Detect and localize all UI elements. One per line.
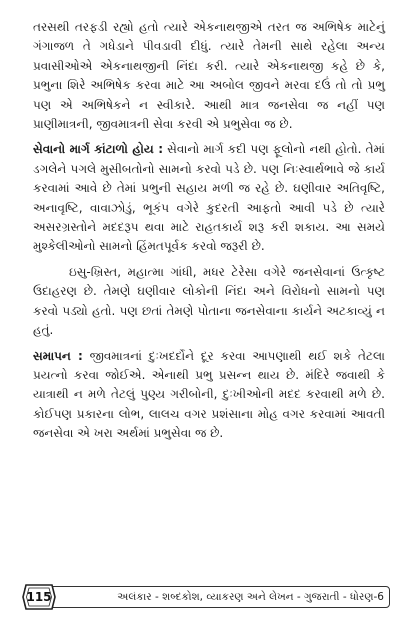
paragraph-text: તરસથી તરફડી રહ્યો હતો ત્યારે એકનાથજીએ તરત જ અભિષેક માટેનું ગંગાજળ તે ગધેડાને પીવડાવી દીધું. ત્યારે તેમની સાથે રહેલા અન્ય પ્રવાસીઓએ એકનાથજીની નિંદા કરી. ત્યારે એકનાથજી કહે છે કે, પ્રભુના શિરે અભિષેક કરવા માટે આ અબોલ જીવને મરવા દઉં તો તો પ્રભુ પણ એ અભિષેકને ન સ્વીકારે. આથી માત્ર જનસેવા જ નહીં પણ પ્રાણીમાત્રની, જીવમાત્રની સેવા કરવી એ પ્રભુસેવા જ છે. [33, 20, 385, 132]
paragraph-text: સેવાનો માર્ગ કદી પણ ફૂલોનો નથી હોતો. તેમાં ડગલેને પગલે મુસીબતોનો સામનો કરવો પડે છે. પણ નિઃસ્વાર્થભાવે જે કાર્ય કરવામાં આવે છે તેમાં પ્રભુની સહાય મળી જ રહે છે. ઘણીવાર અતિવૃષ્ટિ, અનાવૃષ્ટિ, વાવાઝોડું, ભૂકંપ વગેરે કુદરતી આફતો આવી પડે છે ત્યારે અસરગ્રસ્તોને મદદરૂપ થવા માટે રાહતકાર્ય શરૂ કરી શકાય. આ સમયે મુશ્કેલીઓનો સામનો હિંમતપૂર્વક કરવો જરૂરી છે. [33, 142, 385, 254]
page-footer [24, 586, 390, 610]
paragraph-text: ઇસુ-ખ્રિસ્ત, મહાત્મા ગાંધી, મધર ટેરેસા વગેરે જનસેવાનાં ઉત્કૃષ્ટ ઉદાહરણ છે. તેમણે ઘણીવાર લોકોની નિંદા અને વિરોધનો સામનો પણ કરવો પડ્યો હતો. પણ છતાં તેમણે પોતાના જનસેવાના કાર્યને અટકાવ્યું ન હતું. [33, 264, 385, 338]
paragraph-conclusion [33, 347, 385, 444]
page-number-badge [22, 584, 56, 610]
page-number: 115 [26, 590, 52, 604]
paragraph-story-conclusion [33, 18, 385, 134]
paragraph-examples [33, 263, 385, 341]
section-heading-conclusion: સમાપન : [33, 348, 83, 363]
body-text [33, 18, 385, 444]
paragraph-service-path [33, 140, 385, 256]
footer-book-title: અલંકાર - શબ્દકોશ, વ્યાકરણ અને લેખન - ગુજરાતી - ધોરણ-6 [117, 591, 384, 603]
section-heading-service-path: સેવાનો માર્ગ કાંટાળો હોય : [33, 142, 164, 157]
paragraph-text: જીવમાત્રનાં દુઃખદર્દોને દૂર કરવા આપણાથી થઈ શકે તેટલા પ્રયત્નો કરવા જોઈએ. એનાથી પ્રભુ પ્રસન્ન થાય છે. મંદિરે જવાથી કે યાત્રાથી ન મળે તેટલું પુણ્ય ગરીબોની, દુઃખીઓની મદદ કરવાથી મળે છે. કોઈપણ પ્રકારના લોભ, લાલચ વગર પ્રશંસાના મોહ વગર કરવામાં આવતી જનસેવા એ ખરા અર્થમાં પ્રભુસેવા જ છે. [33, 348, 385, 441]
